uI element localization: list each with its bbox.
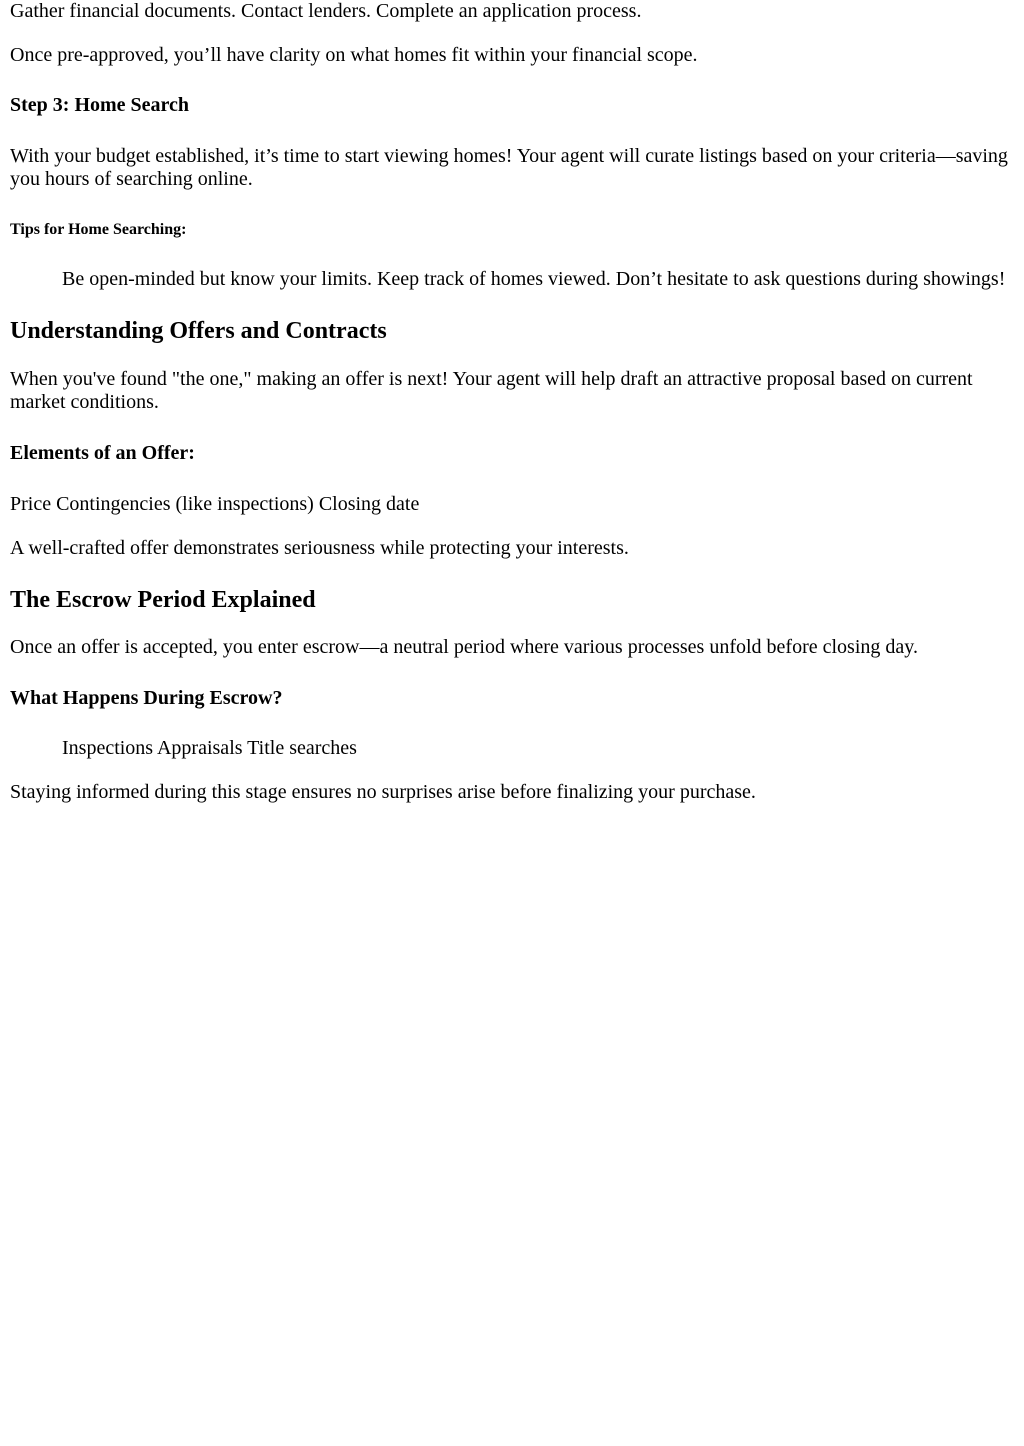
paragraph-staying-informed: Staying informed during this stage ensures no surprises arise before finalizing your purchase. xyxy=(10,781,756,803)
paragraph-escrow-intro: Once an offer is accepted, you enter escrow—a neutral period where various processes unfold before closing day. xyxy=(10,636,918,658)
paragraph-preapproval-clarity: Once pre-approved, you’ll have clarity on what homes fit within your financial scope. xyxy=(10,44,698,66)
paragraph-home-search: With your budget established, it’s time to start viewing homes! Your agent will curate listings based on your criteria—saving you hours of searching online. xyxy=(10,145,1008,190)
heading-step3-home-search: Step 3: Home Search xyxy=(10,94,190,116)
heading-elements-of-offer: Elements of an Offer: xyxy=(10,442,195,464)
heading-what-happens-escrow: What Happens During Escrow? xyxy=(10,687,283,709)
elements-list: Price Contingencies (like inspections) Closing date xyxy=(10,493,420,515)
paragraph-making-offer: When you've found "the one," making an offer is next! Your agent will help draft an attractive proposal based on current market conditions. xyxy=(10,368,973,413)
escrow-activities-list: Inspections Appraisals Title searches xyxy=(62,737,357,759)
heading-understanding-offers: Understanding Offers and Contracts xyxy=(10,318,387,344)
paragraph-well-crafted-offer: A well-crafted offer demonstrates seriousness while protecting your interests. xyxy=(10,537,629,559)
paragraph-preapproval-steps: Gather financial documents. Contact lenders. Complete an application process. xyxy=(10,0,642,22)
tips-list: Be open-minded but know your limits. Keep track of homes viewed. Don’t hesitate to ask questions during showings! xyxy=(62,268,1006,290)
heading-tips-home-searching: Tips for Home Searching: xyxy=(10,221,187,238)
heading-escrow-period: The Escrow Period Explained xyxy=(10,587,316,613)
